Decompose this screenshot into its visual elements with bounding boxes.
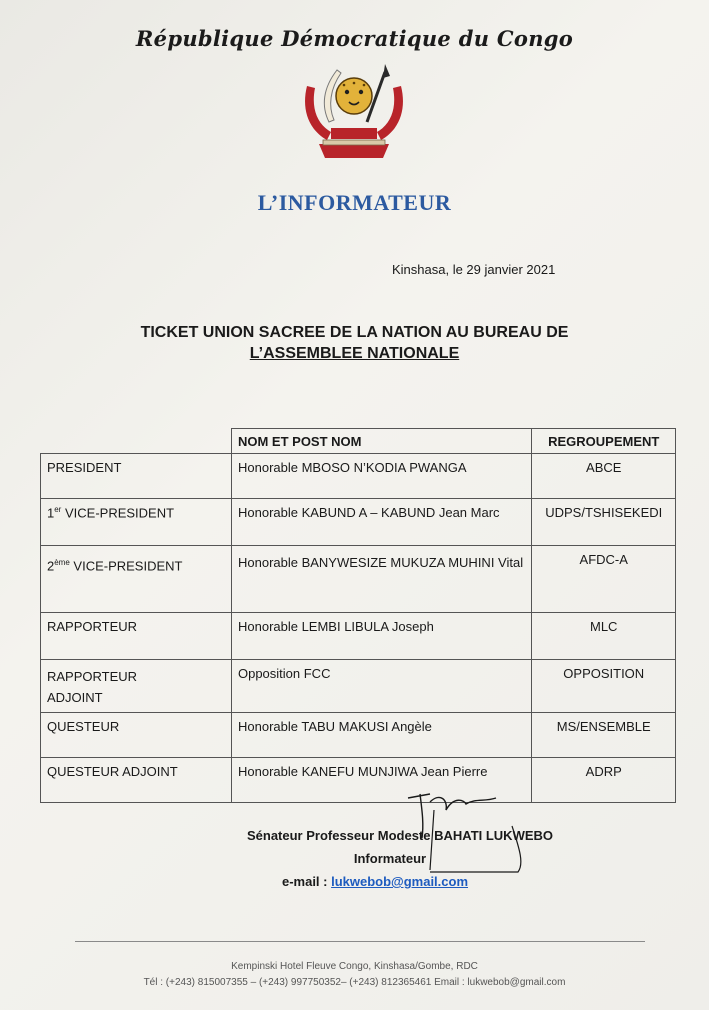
table-row xyxy=(41,546,676,613)
email-label: e-mail : xyxy=(281,874,332,889)
group-cell: ADRP xyxy=(532,758,676,803)
position-title: VICE-PRESIDENT xyxy=(61,505,175,521)
position-cell: QUESTEUR ADJOINT xyxy=(41,758,232,803)
table-row xyxy=(41,758,676,803)
table-row xyxy=(41,713,676,758)
name-cell: Honorable BANYWESIZE MUKUZA MUHINI Vital xyxy=(231,546,531,613)
document-title-line1: TICKET UNION SACREE DE LA NATION AU BUREAU DE xyxy=(140,324,569,341)
document-title-line2: L’ASSEMBLEE NATIONALE xyxy=(249,345,460,362)
group-cell: MS/ENSEMBLE xyxy=(532,713,676,758)
name-cell: Opposition FCC xyxy=(231,660,531,713)
position-cell: QUESTEUR xyxy=(41,713,232,758)
position-cell: PRESIDENT xyxy=(41,454,232,499)
group-cell: AFDC-A xyxy=(532,546,676,613)
header-group-cell: REGROUPEMENT xyxy=(532,429,676,454)
signer-name: Sénateur Professeur Modeste BAHATI LUKWEBO xyxy=(246,828,554,843)
name-cell: Honorable TABU MAKUSI Angèle xyxy=(231,713,531,758)
signer-role: Informateur xyxy=(353,851,427,866)
table-row xyxy=(41,613,676,660)
date-line: Kinshasa, le 29 janvier 2021 xyxy=(392,262,556,277)
email-link[interactable]: lukwebob@gmail.com xyxy=(331,874,469,889)
table-row xyxy=(41,454,676,499)
table-row xyxy=(41,660,676,713)
group-cell: UDPS/TSHISEKEDI xyxy=(532,499,676,546)
position-cell: RAPPORTEUR xyxy=(41,613,232,660)
footer-divider xyxy=(75,941,645,942)
name-cell: Honorable KABUND A – KABUND Jean Marc xyxy=(231,499,531,546)
group-cell: ABCE xyxy=(532,454,676,499)
country-name: République Démocratique du Congo xyxy=(135,26,574,51)
table-header-row xyxy=(41,429,676,454)
position-cell xyxy=(41,546,232,613)
position-ordinal: 2 xyxy=(47,558,55,574)
position-ordinal-suffix: er xyxy=(54,505,62,514)
position-title: VICE-PRESIDENT xyxy=(69,558,183,574)
position-cell: RAPPORTEUR ADJOINT xyxy=(41,660,232,713)
position-ordinal-suffix: ème xyxy=(54,558,70,567)
position-ordinal: 1 xyxy=(47,505,55,521)
drc-coat-of-arms-icon xyxy=(297,58,411,164)
document-header-title: L’INFORMATEUR xyxy=(257,190,452,215)
document-title xyxy=(0,322,709,364)
email-line xyxy=(0,874,709,889)
name-cell: Honorable MBOSO N’KODIA PWANGA xyxy=(231,454,531,499)
footer-contacts: Tél : (+243) 815007355 – (+243) 997750352– (+243) 812365461 Email : lukwebob@gmail.com xyxy=(143,977,566,988)
group-cell: MLC xyxy=(532,613,676,660)
footer-address: Kempinski Hotel Fleuve Congo, Kinshasa/Gombe, RDC xyxy=(231,961,478,972)
table-row xyxy=(41,499,676,546)
header-name-cell: NOM ET POST NOM xyxy=(231,429,531,454)
header-position-cell xyxy=(41,429,232,454)
name-cell: Honorable LEMBI LIBULA Joseph xyxy=(231,613,531,660)
name-cell: Honorable KANEFU MUNJIWA Jean Pierre xyxy=(231,758,531,803)
position-cell xyxy=(41,499,232,546)
bureau-ticket-table xyxy=(40,428,676,803)
group-cell: OPPOSITION xyxy=(532,660,676,713)
